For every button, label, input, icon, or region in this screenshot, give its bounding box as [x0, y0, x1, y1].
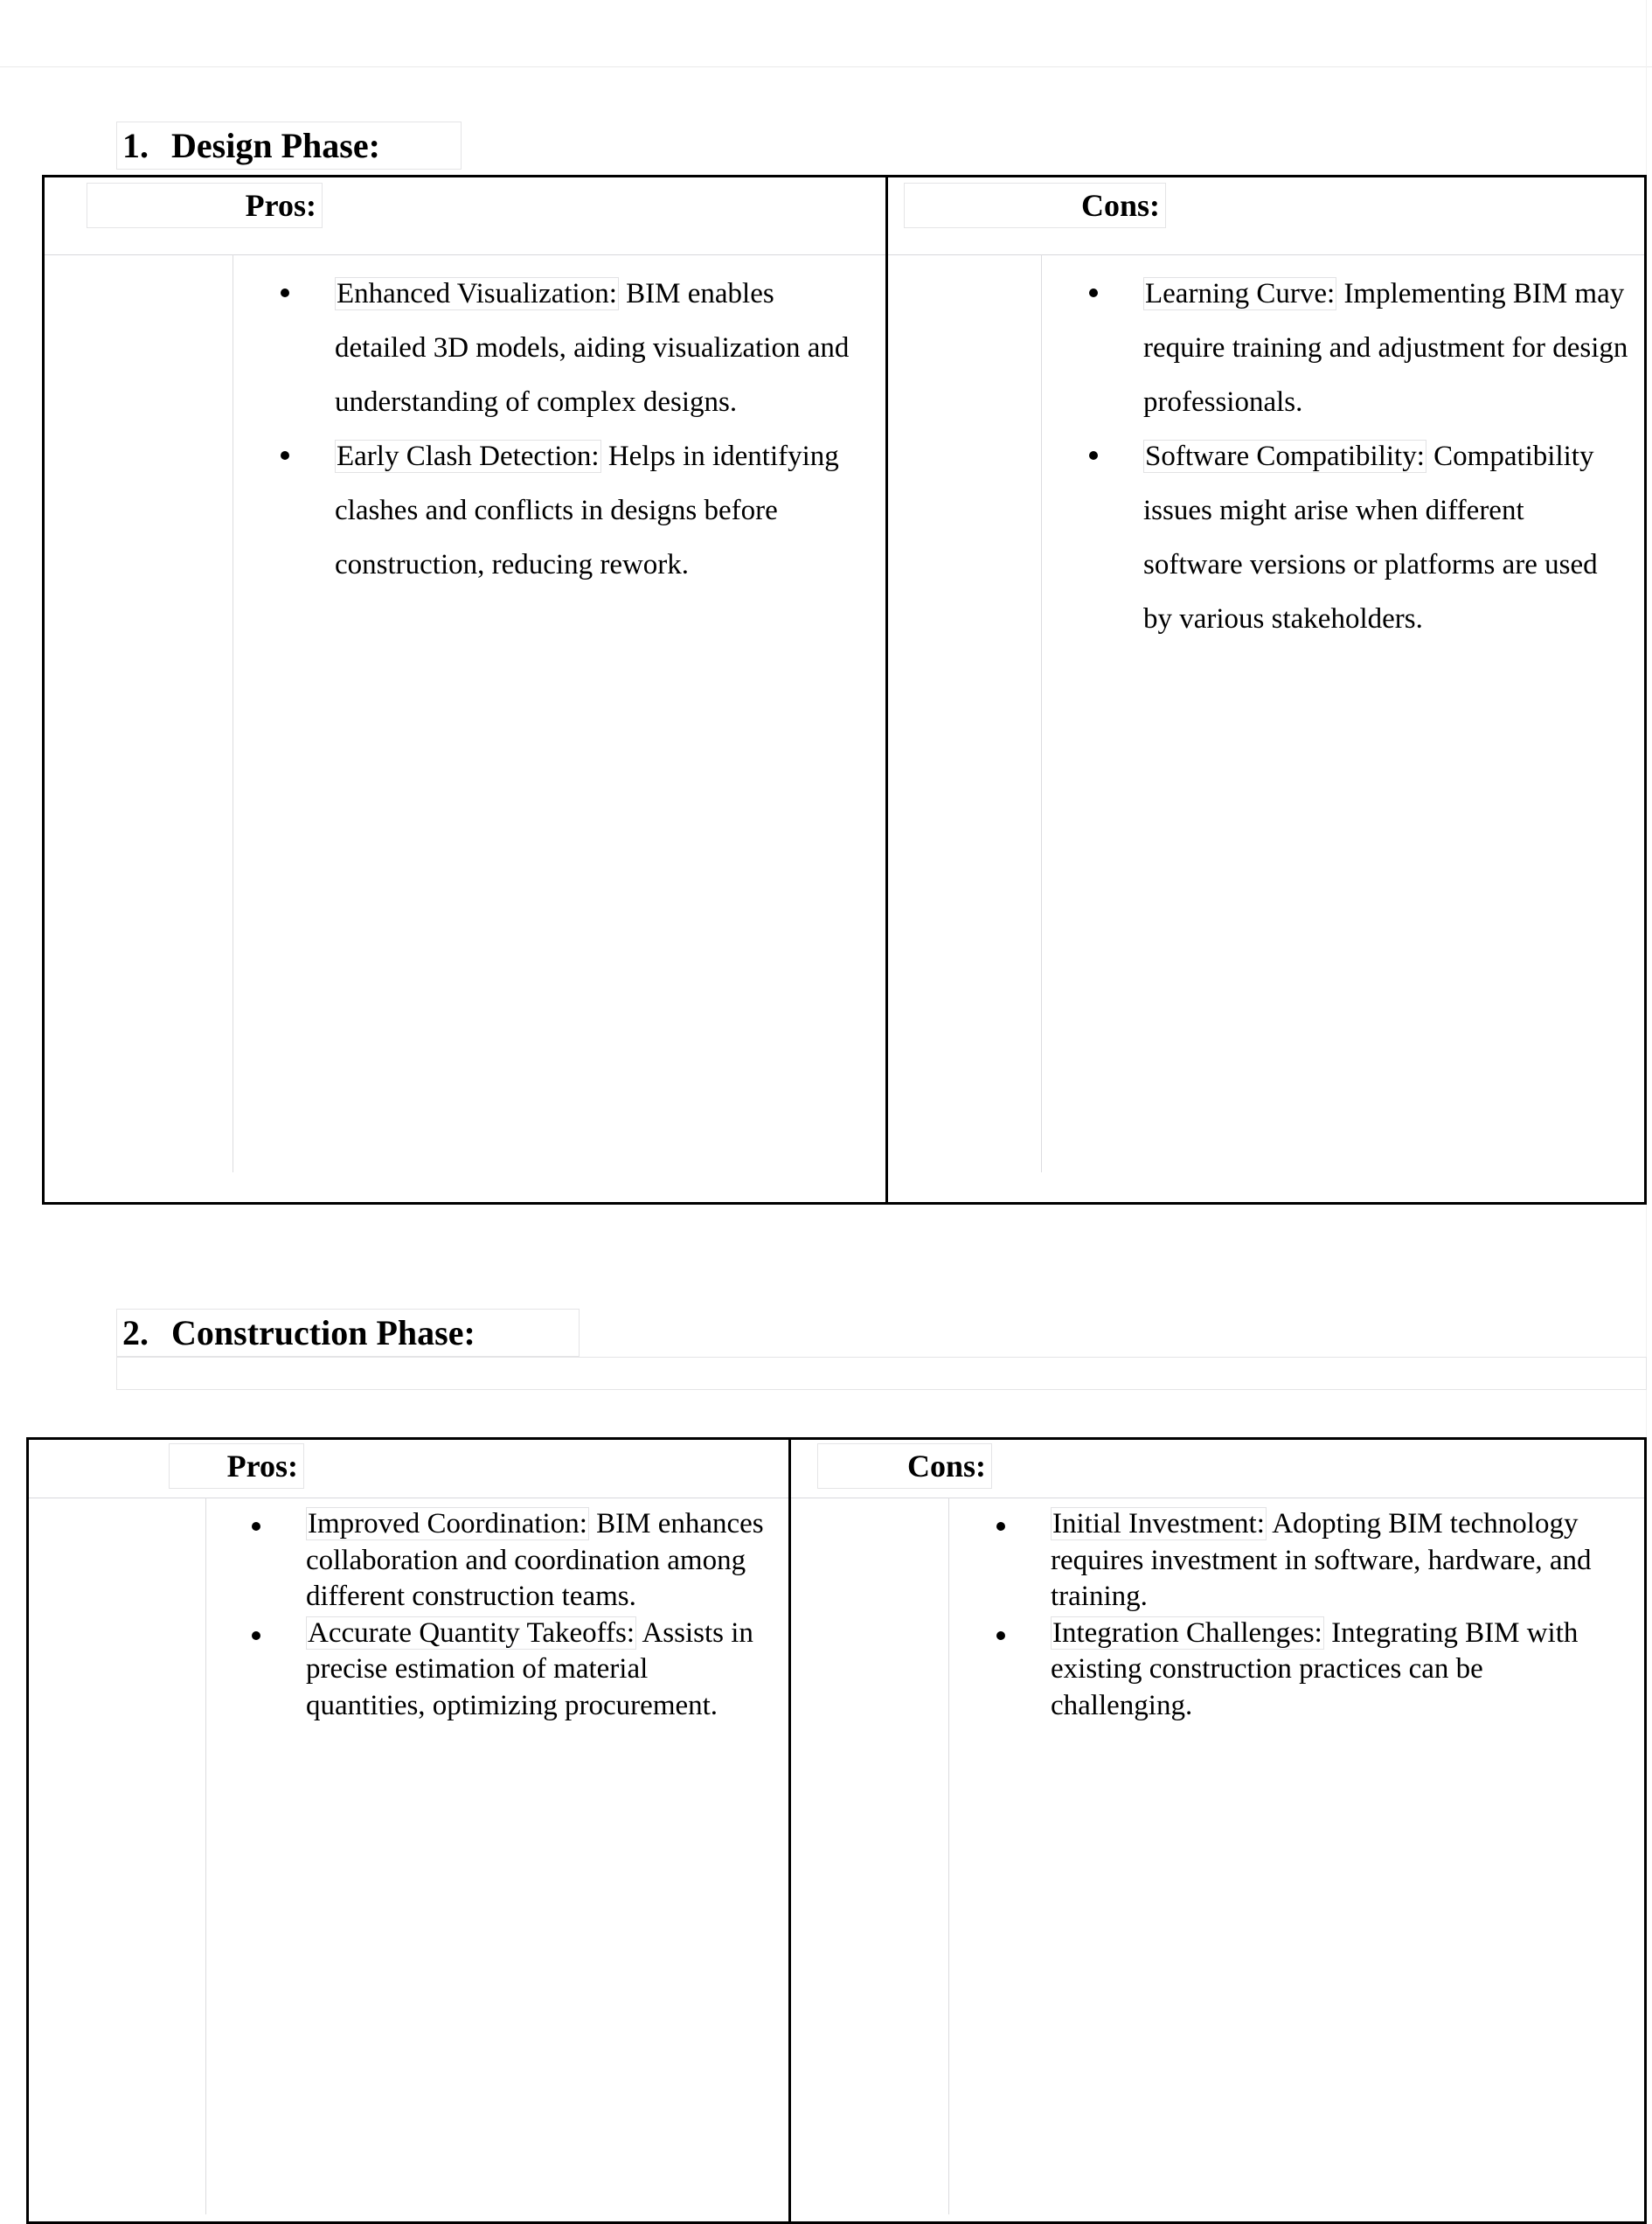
pros-2-body: Helps in identifying clashes and conflicts in designs before construction, reducing rework.	[335, 441, 839, 581]
list-item	[1089, 429, 1628, 646]
bullet-dot-icon	[252, 1522, 260, 1531]
list-item	[252, 1616, 773, 1725]
section-1-pros-header-box	[87, 183, 323, 228]
cons-1-body: Implementing BIM may require training and adjustment for design professionals.	[1143, 278, 1628, 419]
cons-2-lead: Integration Challenges:	[1052, 1616, 1322, 1649]
section-2-cons-header-cell	[791, 1440, 1644, 1491]
section-2-title: Construction Phase:	[171, 1313, 475, 1352]
section-2-heading	[122, 1313, 475, 1353]
cons-2-text	[1089, 429, 1628, 646]
section-2-pros-header-box	[169, 1443, 304, 1489]
section-1-number: 1.	[122, 126, 149, 165]
bullet-dot-icon	[281, 288, 289, 297]
pros-1-lead: Improved Coordination:	[308, 1508, 587, 1539]
section-2-cons-column	[791, 1440, 1644, 2221]
pros-2-lead: Early Clash Detection:	[337, 441, 600, 473]
section-1-pros-list	[281, 254, 870, 592]
section-1-pros-header-cell	[45, 177, 885, 228]
section-2-pros-body-cell	[29, 1498, 788, 2214]
section-1-title: Design Phase:	[171, 126, 380, 165]
bullet-dot-icon	[996, 1522, 1005, 1531]
cons-1-text	[1089, 267, 1628, 429]
cons-2-body: Compatibility issues might arise when different software versions or platforms are used by various stakeholders.	[1143, 441, 1598, 636]
bullet-dot-icon	[996, 1631, 1005, 1640]
pros-1-text	[252, 1506, 773, 1616]
section-2-cons-header-box	[817, 1443, 992, 1489]
pros-2-body: Assists in precise estimation of material quantities, optimizing procurement.	[306, 1616, 753, 1721]
bullet-dot-icon	[252, 1631, 260, 1640]
cons-cell-left-rule	[1041, 254, 1042, 1172]
pros-2-lead: Accurate Quantity Takeoffs:	[308, 1616, 635, 1649]
section-2-cons-list	[996, 1498, 1627, 1724]
section-1-cons-header-box	[904, 183, 1166, 228]
cons-1-lead: Learning Curve:	[1145, 278, 1336, 309]
pros-1-body: BIM enhances collaboration and coordination among different construction teams.	[306, 1508, 764, 1613]
section-1-table	[42, 175, 1647, 1205]
cons-2-lead: Software Compatibility:	[1145, 441, 1425, 473]
section-2-table	[26, 1437, 1647, 2224]
pros-1-lead: Enhanced Visualization:	[337, 278, 617, 309]
section-2-heading-spacer-box	[116, 1357, 1647, 1390]
cons-1-lead: Initial Investment:	[1052, 1508, 1265, 1539]
section-1-cons-header-cell	[888, 177, 1644, 228]
section-2-pros-column	[29, 1440, 791, 2221]
cons-2-body: Integrating BIM with existing construction practices can be challenging.	[1051, 1616, 1579, 1721]
section-2-pros-header-cell	[29, 1440, 788, 1491]
section-2-pros-label: Pros:	[226, 1449, 298, 1484]
list-item	[1089, 267, 1628, 429]
list-item	[281, 267, 870, 429]
list-item	[996, 1616, 1627, 1725]
section-2-cons-label: Cons:	[906, 1449, 986, 1484]
section-1-cons-list	[1089, 254, 1628, 646]
section-2-number: 2.	[122, 1313, 149, 1352]
section-1-pros-body-cell	[45, 254, 885, 1172]
pros-cell-left-rule	[205, 1498, 206, 2214]
section-1-cons-body-cell	[888, 254, 1644, 1172]
section-2-cons-body-cell	[791, 1498, 1644, 2214]
page-top-rule	[0, 66, 1652, 67]
pros-1-body: BIM enables detailed 3D models, aiding visualization and understanding of complex designs.	[335, 278, 850, 419]
pros-1-text	[281, 267, 870, 429]
cons-1-body: Adopting BIM technology requires investment in software, hardware, and training.	[1051, 1508, 1592, 1613]
pros-2-text	[252, 1616, 773, 1725]
pros-2-text	[281, 429, 870, 592]
section-1-cons-label: Cons:	[1080, 188, 1160, 223]
list-item	[996, 1506, 1627, 1616]
section-1-heading	[122, 126, 380, 166]
section-1-pros-column	[45, 177, 888, 1202]
list-item	[281, 429, 870, 592]
cons-2-text	[996, 1616, 1627, 1725]
cons-cell-left-rule	[948, 1498, 949, 2214]
bullet-dot-icon	[1089, 288, 1098, 297]
cons-1-text	[996, 1506, 1627, 1616]
section-1-cons-column	[888, 177, 1644, 1202]
section-2-pros-list	[252, 1498, 773, 1724]
section-1-pros-label: Pros:	[245, 188, 316, 223]
list-item	[252, 1506, 773, 1616]
